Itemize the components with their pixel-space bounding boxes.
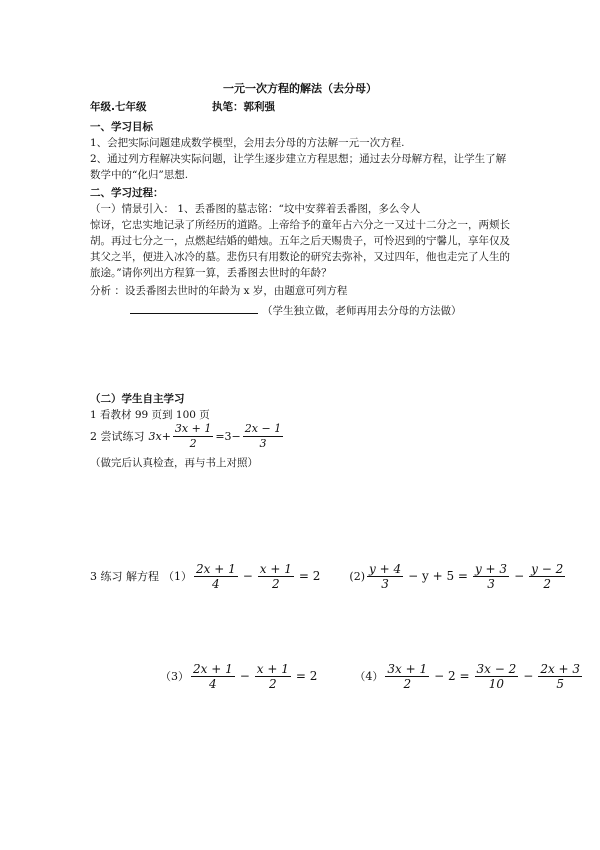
eq1-frac-2 (258, 562, 294, 591)
eq2-op: − (514, 569, 525, 583)
try-lead: 3x+ (148, 430, 171, 443)
eq2-mid: − y + 5 = (408, 569, 468, 583)
eq3-label: （3） (160, 670, 189, 683)
eq2-frac-1 (367, 562, 403, 591)
eq3-frac-2-num: x + 1 (256, 662, 289, 676)
eq1-op: − (242, 569, 253, 583)
eq2-frac-2-den: 3 (487, 577, 495, 591)
try-frac-1-num: 3x + 1 (174, 422, 212, 435)
eq1-frac-1-num: 2x + 1 (196, 562, 236, 576)
eq2-frac-1-num: y + 4 (369, 562, 402, 576)
try-exercise (90, 422, 285, 451)
eq1-frac-2-den: 2 (272, 577, 280, 591)
eq1-frac-2-num: x + 1 (259, 562, 292, 576)
answer-line (130, 302, 462, 319)
eq4-frac-1 (385, 662, 429, 691)
eq3-frac-2-den: 2 (269, 677, 277, 691)
textbook-item: 1 看教材 99 页到 100 页 (90, 409, 210, 421)
eq3-rhs: = 2 (295, 669, 318, 683)
exercise-label: 3 练习 解方程 (90, 570, 159, 583)
try-frac-1-den: 2 (189, 437, 197, 450)
eq1-rhs: = 2 (298, 569, 321, 583)
page-title: 一元一次方程的解法（去分母） (223, 82, 377, 95)
intro-line-2: 惊讶，它忠实地记录了所经历的道路。上帝给予的童年占六分之一又过十二分之一，两颊长 (90, 219, 510, 231)
eq4-frac-2-num: 3x − 2 (476, 662, 517, 676)
check-note: （做完后认真检查，再与书上对照） (90, 457, 258, 469)
eq4-op: − (523, 669, 534, 683)
eq4-frac-3-den: 5 (556, 677, 564, 691)
eq4-frac-1-num: 3x + 1 (387, 662, 428, 676)
eq2-frac-3 (529, 562, 565, 591)
try-frac-1 (173, 422, 213, 451)
exercise-row-2 (160, 662, 584, 691)
eq3-frac-2 (255, 662, 291, 691)
eq1-frac-1-den: 4 (212, 577, 220, 591)
eq2-frac-1-den: 3 (381, 577, 389, 591)
eq3-frac-1 (191, 662, 235, 691)
section2-heading: 二、学习过程： (90, 187, 164, 199)
eq1-frac-1 (194, 562, 238, 591)
try-mid: =3− (215, 430, 241, 443)
author-label: 执笔：郭利强 (212, 101, 275, 113)
try-frac-2-den: 3 (259, 437, 267, 450)
eq2-frac-2 (473, 562, 509, 591)
eq2-frac-3-den: 2 (543, 577, 551, 591)
try-frac-2-num: 2x − 1 (244, 422, 282, 435)
eq4-label: （4） (354, 670, 384, 683)
try-frac-2 (243, 422, 283, 451)
self-study-heading: （二）学生自主学习 (90, 393, 185, 405)
section1-heading: 一、学习目标 (90, 121, 153, 133)
eq3-frac-1-den: 4 (209, 677, 217, 691)
goal-2-line-2: 数学中的“化归”思想. (90, 169, 189, 181)
eq3-op: − (239, 669, 250, 683)
eq4-frac-1-den: 2 (403, 677, 412, 691)
eq2-label: (2) (349, 570, 365, 583)
intro-line-5: 旅途。”请你列出方程算一算，丢番图去世时的年龄？ (90, 267, 332, 279)
eq4-mid: − 2 = (434, 669, 470, 683)
eq4-frac-3-num: 2x + 3 (540, 662, 581, 676)
teacher-note: （学生独立做，老师再用去分母的方法做） (262, 305, 462, 317)
intro-line-4: 其父之半，便进入冰冷的墓。悲伤只有用数论的研究去弥补，又过四年，他也走完了人生的 (90, 251, 510, 263)
eq2-frac-3-num: y − 2 (531, 562, 564, 576)
goal-1: 1、会把实际问题建成数学模型，会用去分母的方法解一元一次方程. (90, 137, 405, 149)
goal-2-line-1: 2、通过列方程解决实际问题，让学生逐步建立方程思想；通过去分母解方程，让学生了解 (90, 153, 507, 165)
eq4-frac-3 (538, 662, 582, 691)
try-label: 2 尝试练习 (90, 430, 145, 443)
intro-line-1: （一）情景引入： 1、丢番图的墓志铭：“坟中安葬着丢番图，多么令人 (90, 203, 421, 215)
answer-blank[interactable] (130, 302, 258, 314)
grade-label: 年级.七年级 (90, 101, 147, 113)
eq4-frac-2-den: 10 (488, 677, 505, 691)
analysis-line: 分析 ：设丢番图去世时的年龄为 x 岁，由题意可列方程 (90, 285, 348, 297)
eq2-frac-2-num: y + 3 (474, 562, 508, 576)
eq1-label: （1） (163, 570, 192, 583)
exercise-row-1 (90, 562, 567, 591)
eq3-frac-1-num: 2x + 1 (193, 662, 233, 676)
eq4-frac-2 (475, 662, 519, 691)
intro-line-3: 胡。再过七分之一，点燃起结婚的蜡烛。五年之后天赐贵子，可怜迟到的宁馨儿，享年仅及 (90, 235, 510, 247)
